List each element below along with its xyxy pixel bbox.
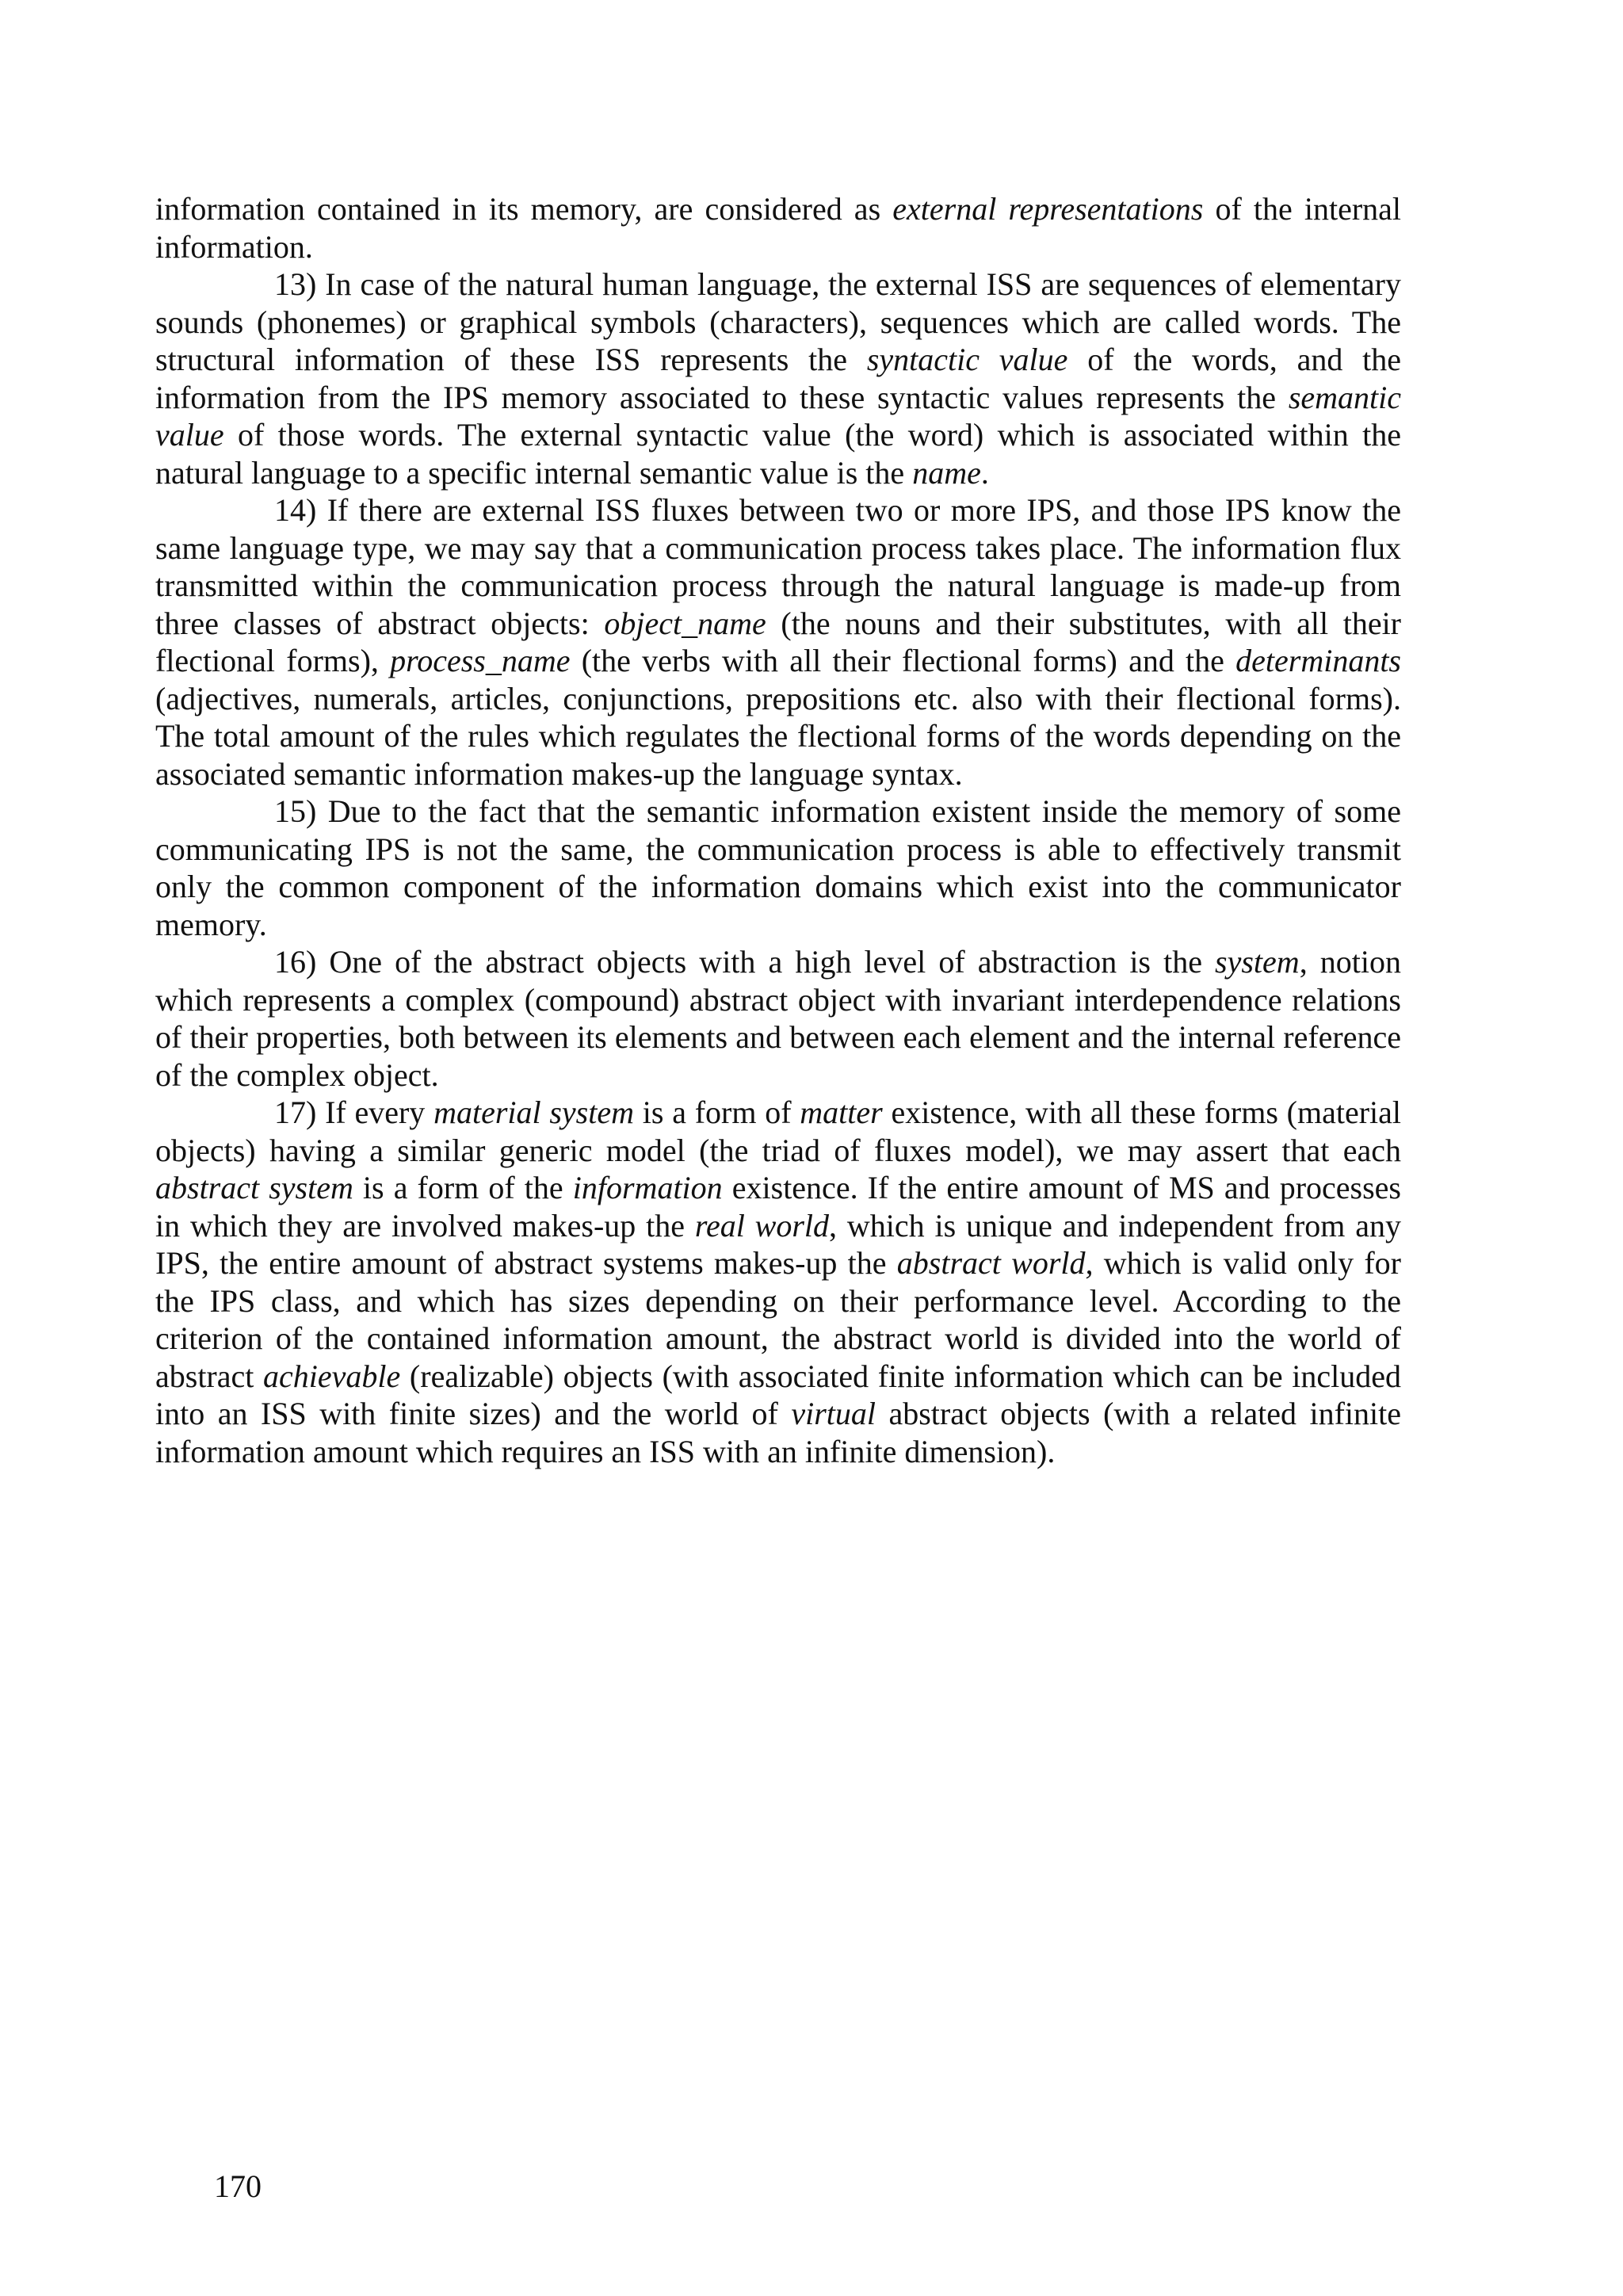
italic-term: external representations [892, 191, 1204, 227]
paragraph-p16 [155, 943, 1401, 1094]
italic-term: system [1215, 944, 1300, 980]
text-run: 13) In case of the natural human language, the external ISS are sequences of elementary sounds (phonemes) or graphical symbols (characters), sequences which are called words. The structural information of these ISS represents the [155, 266, 1401, 377]
text-run: (realizable) objects (with associated finite information which can be included into an ISS with finite sizes) and the world of [155, 1358, 1401, 1431]
italic-term: achievable [263, 1358, 401, 1394]
italic-term: abstract world, [896, 1245, 1094, 1281]
italic-term: process_name [390, 643, 571, 678]
text-run: which is valid only for the IPS class, and which has sizes depending on their performance level. According to the criterion of the contained information amount, the abstract world is divided into the world of abstract [155, 1245, 1401, 1394]
italic-term: matter [800, 1095, 883, 1130]
italic-term: semantic value [155, 379, 1401, 453]
italic-term: determinants [1235, 643, 1401, 678]
text-run: existence, with all these forms (material objects) having a similar generic model (the triad of fluxes model), we may assert that each [155, 1095, 1402, 1168]
italic-term: syntactic value [866, 342, 1068, 377]
text-run: of the internal information. [155, 191, 1402, 265]
text-run: is a form of the [353, 1170, 573, 1205]
paragraph-p17 [155, 1094, 1401, 1470]
paragraph-p14 [155, 491, 1401, 793]
text-run: abstract objects (with a related infinite information amount which requires an ISS with an infinite dimension). [155, 1396, 1401, 1469]
paragraph-p13 [155, 266, 1401, 491]
text-run: (the verbs with all their flectional forms) and the [570, 643, 1236, 678]
italic-term: name [912, 454, 981, 491]
text-run: information contained in its memory, are considered as [155, 191, 893, 227]
text-run: of those words. The external syntactic value (the word) which is associated within the natural language to a specific internal semantic value is the [155, 417, 1401, 491]
text-run: 14) If there are external ISS fluxes between two or more IPS, and those IPS know the same language type, we may say that a communication process takes place. The information flux transmitted within the communication process through the natural language is made-up from three classes of abstract objects: [155, 492, 1401, 641]
text-run: 17) If every [274, 1095, 434, 1130]
italic-term: material system [433, 1095, 635, 1130]
text-run: (the nouns and their substitutes, with all their flectional forms), [155, 605, 1402, 678]
italic-term: object_name [604, 605, 766, 641]
text-run: , which is unique and independent from any IPS, the entire amount of abstract systems makes-up the [155, 1207, 1401, 1281]
paragraph-p15 [155, 793, 1401, 943]
italic-term: abstract system [155, 1170, 353, 1205]
body-text [155, 190, 1401, 1470]
text-run: . [980, 454, 989, 491]
text-run: 15) Due to the fact that the semantic information existent inside the memory of some communicating IPS is not the same, the communication process is able to effectively transmit only the common component of the information domains which exist into the communicator memory. [155, 793, 1401, 942]
text-run: , notion which represents a complex (compound) abstract object with invariant interdependence relations of their properties, both between its elements and between each element and the internal reference of the complex object. [155, 944, 1401, 1093]
text-run: is a form of [634, 1095, 800, 1130]
text-run: 16) One of the abstract objects with a high level of abstraction is the [274, 944, 1216, 980]
italic-term: information [572, 1170, 723, 1205]
italic-term: real world [694, 1207, 830, 1244]
paragraph-p12-continued [155, 190, 1401, 266]
text-run: (adjectives, numerals, articles, conjunctions, prepositions etc. also with their flectional forms). The total amount of the rules which regulates the flectional forms of the words depending on the associated semantic information makes-up the language syntax. [155, 680, 1401, 792]
text-run: existence. If the entire amount of MS and processes in which they are involved makes-up the [155, 1170, 1401, 1244]
text-run: of the words, and the information from the IPS memory associated to these syntactic values represents the [155, 342, 1401, 415]
page-number: 170 [214, 2168, 262, 2204]
italic-term: virtual [791, 1396, 876, 1431]
